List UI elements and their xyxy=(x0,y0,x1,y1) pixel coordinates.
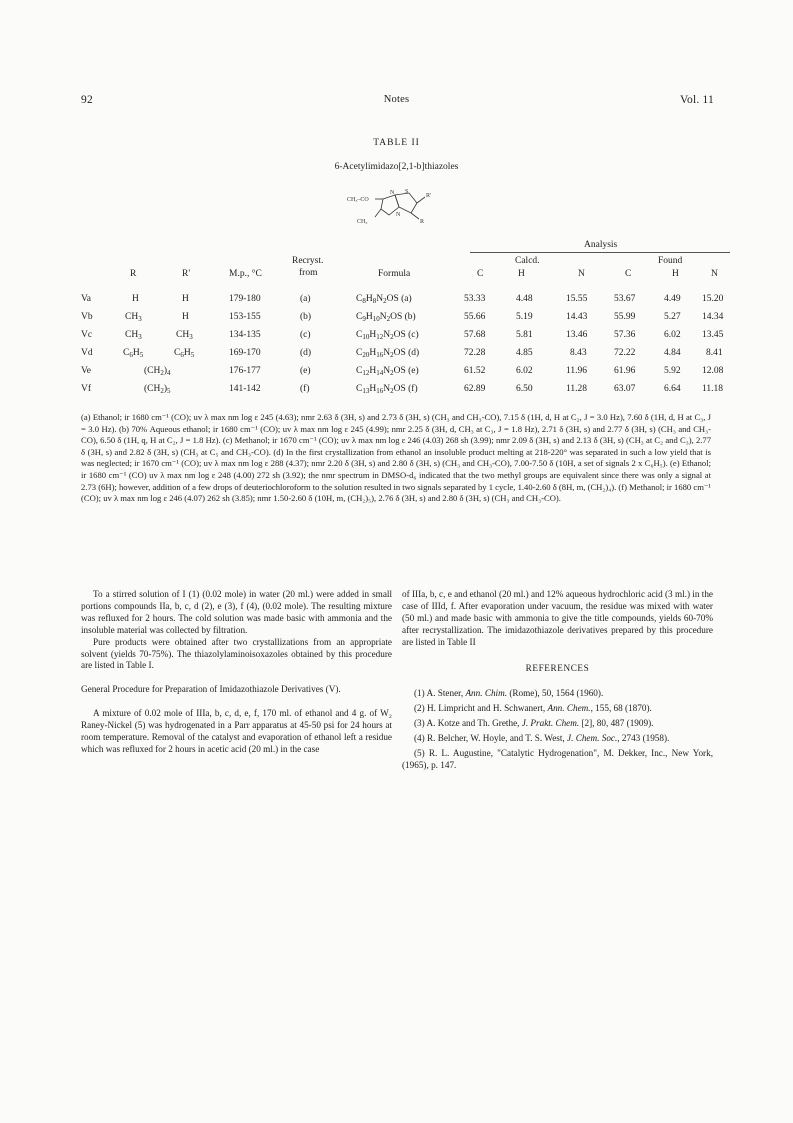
cell-found-h: 4.49 xyxy=(664,294,681,304)
cell-h: 5.81 xyxy=(516,330,533,340)
cell-found-n: 14.34 xyxy=(702,312,724,322)
r-label: R xyxy=(420,219,425,225)
cell-compound: Vd xyxy=(81,348,93,358)
header-analysis: Analysis xyxy=(584,240,618,250)
cell-n: 15.55 xyxy=(566,294,588,304)
r-prime-label: R' xyxy=(426,193,432,199)
cell-h: 4.48 xyxy=(516,294,533,304)
reference-item: (4) R. Belcher, W. Hoyle, and T. S. West, J. Chem. Soc., 2743 (1958). xyxy=(414,733,670,744)
cell-recryst: (e) xyxy=(300,366,311,376)
cell-found-c: 53.67 xyxy=(614,294,636,304)
header-h-calc: H xyxy=(518,269,525,279)
cell-rprime: H xyxy=(182,294,189,304)
cell-found-n: 12.08 xyxy=(702,366,724,376)
cell-r-merged: $(CH_2)_5$ xyxy=(144,384,171,395)
cell-recryst: (c) xyxy=(300,330,311,340)
cell-found-n: 13.45 xyxy=(702,330,724,340)
analysis-rule xyxy=(470,252,730,253)
cell-mp: 141-142 xyxy=(229,384,261,394)
volume-label: Vol. 11 xyxy=(680,94,714,106)
cell-r: $CH_3$ xyxy=(125,330,142,341)
cell-formula: $C_{12}H_{14}N_2OS$ (e) xyxy=(356,366,419,377)
cell-mp: 169-170 xyxy=(229,348,261,358)
cell-compound: Vb xyxy=(81,312,93,322)
cell-mp: 176-177 xyxy=(229,366,261,376)
cell-n: 8.43 xyxy=(570,348,587,358)
cell-found-h: 4.84 xyxy=(664,348,681,358)
cell-found-c: 61.96 xyxy=(614,366,636,376)
cell-mp: 134-135 xyxy=(229,330,261,340)
cell-r: H xyxy=(132,294,139,304)
cell-h: 5.19 xyxy=(516,312,533,322)
table-row xyxy=(0,366,793,382)
cell-mp: 179-180 xyxy=(229,294,261,304)
cell-h: 6.02 xyxy=(516,366,533,376)
reference-item: (1) A. Stener, Ann. Chim. (Rome), 50, 1564 (1960). xyxy=(414,688,604,699)
ring-n-bridge-label: N xyxy=(396,212,401,218)
header-rprime: R' xyxy=(182,269,191,279)
header-from: from xyxy=(299,268,318,278)
cell-found-n: 8.41 xyxy=(706,348,723,358)
cell-compound: Vc xyxy=(81,330,93,340)
cell-found-h: 5.27 xyxy=(664,312,681,322)
cell-rprime: $CH_3$ xyxy=(176,330,193,341)
cell-n: 11.96 xyxy=(566,366,588,376)
cell-compound: Va xyxy=(81,294,92,304)
cell-formula: $C_{20}H_{16}N_2OS$ (d) xyxy=(356,348,420,359)
references-heading: REFERENCES xyxy=(525,662,590,673)
acetyl-label: CH₃–CO xyxy=(347,197,369,203)
cell-c: 62.89 xyxy=(464,384,486,394)
cell-found-c: 57.36 xyxy=(614,330,636,340)
methyl-label: CH₃ xyxy=(357,219,368,225)
paragraph: To a stirred solution of I (1) (0.02 mole) in water (20 ml.) were added in small portions compounds IIa, b, c, d (2), e (3), f (4), (0.02 mole). The resulting mixture was refluxed for 2 hours. The cold solution was made basic with ammonia and the insoluble material was collected by filtration. xyxy=(81,589,392,635)
header-mp: M.p., °C xyxy=(229,269,262,279)
cell-mp: 153-155 xyxy=(229,312,261,322)
paragraph: Pure products were obtained after two crystallizations from an appropriate solvent (yields 70-75%). The thiazolylaminoisoxazoles obtained by this procedure are listed in Table I. xyxy=(81,636,392,671)
cell-r: $C_6H_5$ xyxy=(123,348,144,359)
cell-compound: Vf xyxy=(81,384,92,394)
table-footnotes xyxy=(81,412,711,505)
cell-recryst: (b) xyxy=(300,312,312,322)
imidazothiazole-structure xyxy=(345,187,465,229)
table-row xyxy=(0,294,793,310)
section-heading: General Procedure for Preparation of Imidazothiazole Derivatives (V). xyxy=(81,684,341,695)
header-n-found: N xyxy=(711,269,718,279)
cell-c: 53.33 xyxy=(464,294,486,304)
cell-recryst: (f) xyxy=(300,384,310,394)
header-calcd: Calcd. xyxy=(515,256,540,266)
cell-n: 14.43 xyxy=(566,312,588,322)
header-c-calc: C xyxy=(477,269,484,279)
cell-found-h: 5.92 xyxy=(664,366,681,376)
header-n-calc: N xyxy=(578,269,585,279)
table-title: TABLE II xyxy=(373,138,420,148)
header-h-found: H xyxy=(672,269,679,279)
cell-found-h: 6.02 xyxy=(664,330,681,340)
paragraph: A mixture of 0.02 mole of IIIa, b, c, d, e, f, 170 ml. of ethanol and 4 g. of W₂ Raney-Nickel (5) was hydrogenated in a Parr apparatus at 45-50 psi for 24 hours at room temperature. Removal of the catalyst and evaporation of ethanol left a residue which was refluxed for 2 hours in acetic acid (20 ml.) in the case xyxy=(81,708,392,754)
ring-n-label: N xyxy=(390,190,395,196)
cell-n: 11.28 xyxy=(566,384,588,394)
cell-found-n: 11.18 xyxy=(702,384,724,394)
cell-formula: $C_9H_{10}N_2OS$ (b) xyxy=(356,312,416,323)
cell-formula: $C_{10}H_{12}N_2OS$ (c) xyxy=(356,330,419,341)
cell-recryst: (d) xyxy=(300,348,312,358)
left-column xyxy=(81,589,392,756)
header-recryst: Recryst. xyxy=(292,256,324,266)
cell-found-c: 72.22 xyxy=(614,348,636,358)
header-formula: Formula xyxy=(378,269,411,279)
right-column xyxy=(402,589,713,775)
table-subtitle: 6-Acetylimidazo[2,1-b]thiazoles xyxy=(334,162,459,172)
reference-item: (3) A. Kotze and Th. Grethe, J. Prakt. Chem. [2], 80, 487 (1909). xyxy=(414,718,654,729)
reference-item: (5) R. L. Augustine, "Catalytic Hydrogenation", M. Dekker, Inc., New York, (1965), p. 147. xyxy=(402,748,713,770)
table-row xyxy=(0,312,793,328)
running-head: Notes xyxy=(383,94,410,105)
cell-found-c: 63.07 xyxy=(614,384,636,394)
cell-r: $CH_3$ xyxy=(125,312,142,323)
cell-formula: $C_{13}H_{16}N_2OS$ (f) xyxy=(356,384,418,395)
header-r: R xyxy=(130,269,137,279)
header-c-found: C xyxy=(625,269,632,279)
reference-item: (2) H. Limpricht and H. Schwanert, Ann. Chem., 155, 68 (1870). xyxy=(414,703,652,714)
cell-h: 6.50 xyxy=(516,384,533,394)
table-row xyxy=(0,384,793,400)
page-number: 92 xyxy=(81,94,93,106)
cell-c: 55.66 xyxy=(464,312,486,322)
ring-s-label: S xyxy=(405,189,409,195)
cell-r-merged: $(CH_2)_4$ xyxy=(144,366,171,377)
cell-rprime: H xyxy=(182,312,189,322)
cell-n: 13.46 xyxy=(566,330,588,340)
header-found: Found xyxy=(658,256,683,266)
cell-c: 61.52 xyxy=(464,366,486,376)
cell-h: 4.85 xyxy=(516,348,533,358)
cell-formula: $C_8H_8N_2OS$ (a) xyxy=(356,294,412,305)
cell-rprime: $C_6H_5$ xyxy=(174,348,195,359)
cell-c: 57.68 xyxy=(464,330,486,340)
cell-compound: Ve xyxy=(81,366,92,376)
cell-c: 72.28 xyxy=(464,348,486,358)
cell-found-n: 15.20 xyxy=(702,294,724,304)
paragraph: of IIIa, b, c, e and ethanol (20 ml.) and 12% aqueous hydrochloric acid (3 ml.) in the case of IIId, f. After evaporation under vacuum, the residue was mixed with water (50 ml.) and made basic with ammonia to give the title compounds, yields 60-70% after recrystallization. The imidazothiazole derivatives prepared by this procedure are listed in Table II xyxy=(402,589,713,647)
cell-found-h: 6.64 xyxy=(664,384,681,394)
cell-found-c: 55.99 xyxy=(614,312,636,322)
table-row xyxy=(0,348,793,364)
footnotes-text: (a) Ethanol; ir 1680 cm⁻¹ (CO); uv λ max nm log ε 245 (4.63); nmr 2.63 δ (3H, s) and 2.73 δ (3H, s) (CH₃ and CH₃-CO), 7.15 δ (1H, d, H at C₂, J = 3.0 Hz), 7.60 δ (1H, d, H at C₃, J = 3.0 Hz). (b) 70% Aqueous ethanol; ir 1680 cm⁻¹ (CO); uv λ max nm log ε 245 (4.99); nmr 2.25 δ (3H, d, CH₃ at C₃, J = 1.8 Hz), 2.71 δ (3H, s) and 2.77 δ (3H, s) (CH₃ and CH₃-CO), 6.50 δ (1H, q, H at C₂, J = 1.8 Hz). (c) Methanol; ir 1670 cm⁻¹ (CO); uv λ max nm log ε 246 (4.03) 268 sh (3.99); nmr 2.09 δ (3H, s) and 2.13 δ (3H, s) (CH₃ at C₂ and C₃), 2.77 δ (3H, s) and 2.82 δ (3H, s) (CH₃ at C₅ and CH₃-CO). (d) In the first crystallization from ethanol an insoluble product melting at 218-220° was separated in such a low yield that is was neglected; ir 1670 cm⁻¹ (CO); uv λ max nm log ε 288 (4.37); nmr 2.20 δ (3H, s) and 2.80 δ (3H, s) (CH₃ and CH₃-CO), 7.00-7.50 δ (10H, a set of signals 2 x C₆H₅). (e) Ethanol; ir 1680 cm⁻¹ (CO) uv λ max nm log ε 248 (4.00) 272 sh (3.92); the nmr spectrum in DMSO-d₆ indicated that the two methyl groups are equivalent since there was only a signal at 2.73 (6H); however, addition of a few drops of deuteriochloroform to the solution resulted in two signals separated by 1 cycle, 1.40-2.60 δ (8H, m, (CH₂)₄). (f) Methanol; ir 1680 cm⁻¹ (CO); uv λ max nm log ε 246 (4.07) 262 sh (3.85); nmr 1.50-2.60 δ (10H, m, (CH₂)₅), 2.76 δ (3H, s) and 2.80 δ (3H, s) (CH₃ and CH₃-CO). xyxy=(81,412,711,504)
table-row xyxy=(0,330,793,346)
cell-recryst: (a) xyxy=(300,294,311,304)
